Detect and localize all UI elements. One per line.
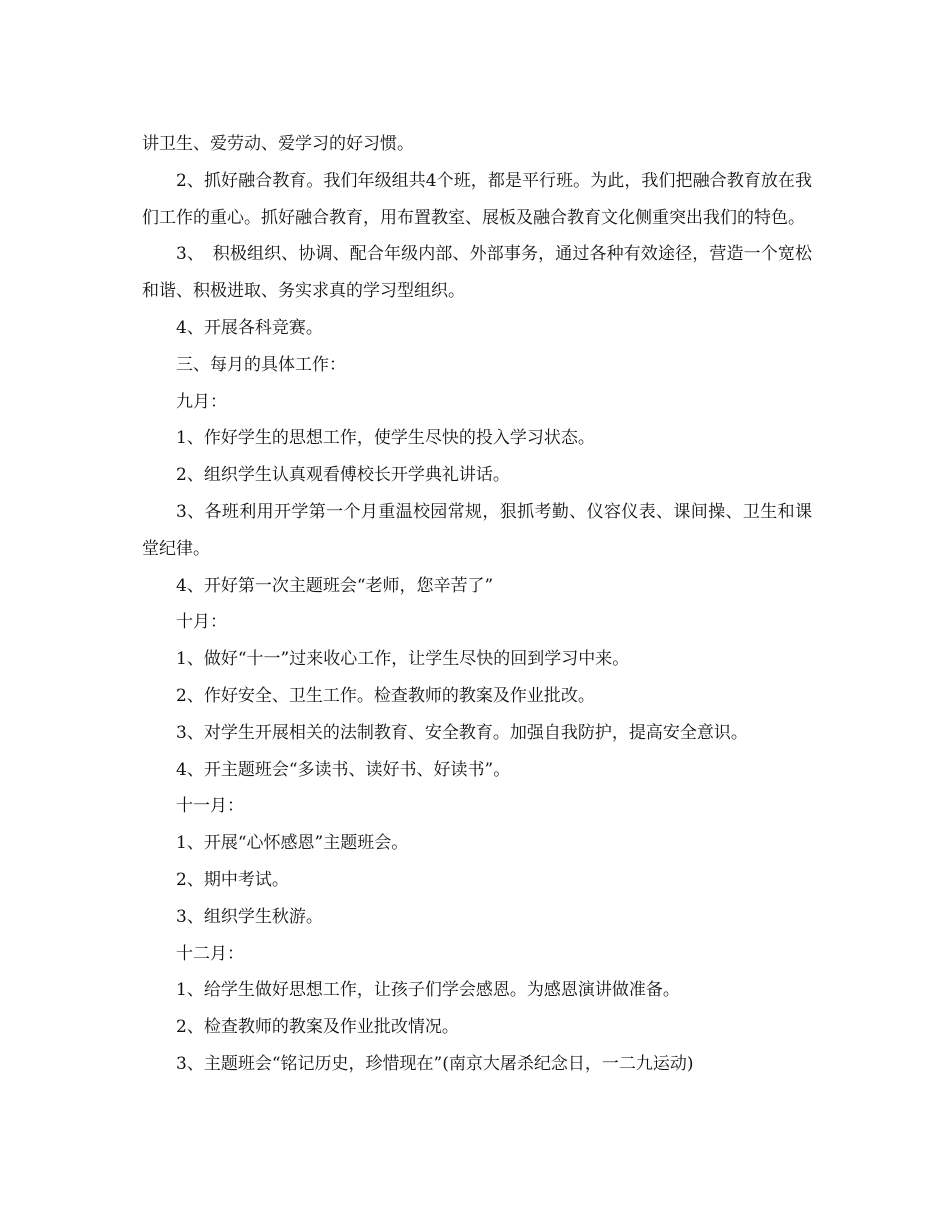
list-item: 3、对学生开展相关的法制教育、安全教育。加强自我防护，提高安全意识。 [176, 722, 748, 743]
month-heading-december: 十二月： [176, 943, 244, 964]
list-item: 4、开好第一次主题班会“老师，您辛苦了” [176, 575, 494, 596]
list-item: 3、主题班会“铭记历史，珍惜现在”(南京大屠杀纪念日，一二九运动) [176, 1053, 694, 1074]
paragraph-item-2: 2、抓好融合教育。我们年级组共4个班，都是平行班。为此，我们把融合教育放在我们工作的重心。抓好融合教育，用布置教室、展板及融合教育文化侧重突出我们的特色。 [142, 170, 812, 228]
section-heading-monthly-work: 三、每月的具体工作： [176, 354, 346, 375]
list-item: 2、作好安全、卫生工作。检查教师的教案及作业批改。 [176, 685, 595, 706]
list-item: 1、做好“十一”过来收心工作，让学生尽快的回到学习中来。 [176, 649, 630, 670]
month-heading-september: 九月： [176, 391, 227, 412]
list-item: 1、开展“心怀感恩”主题班会。 [176, 833, 409, 854]
document-body [142, 126, 812, 1083]
list-item: 1、给学生做好思想工作，让孩子们学会感恩。为感恩演讲做准备。 [176, 980, 680, 1001]
list-item: 1、作好学生的思想工作，使学生尽快的投入学习状态。 [176, 428, 595, 449]
list-item: 3、各班利用开学第一个月重温校园常规，狠抓考勤、仪容仪表、课间操、卫生和课堂纪律。 [142, 501, 812, 559]
paragraph-item-4: 4、开展各科竞赛。 [176, 317, 323, 338]
month-heading-november: 十一月： [176, 796, 244, 817]
list-item: 2、组织学生认真观看傅校长开学典礼讲话。 [176, 465, 510, 486]
list-item: 2、检查教师的教案及作业批改情况。 [176, 1017, 459, 1038]
list-item: 2、期中考试。 [176, 869, 289, 890]
paragraph-continuation: 讲卫生、爱劳动、爱学习的好习惯。 [142, 134, 414, 154]
paragraph-item-3: 3、 积极组织、协调、配合年级内部、外部事务，通过各种有效途径，营造一个宽松和谐、积极进取、务实求真的学习型组织。 [142, 244, 812, 302]
list-item: 3、组织学生秋游。 [176, 906, 323, 927]
list-item: 4、开主题班会“多读书、读好书、好读书”。 [176, 759, 511, 780]
month-heading-october: 十月： [176, 612, 227, 633]
